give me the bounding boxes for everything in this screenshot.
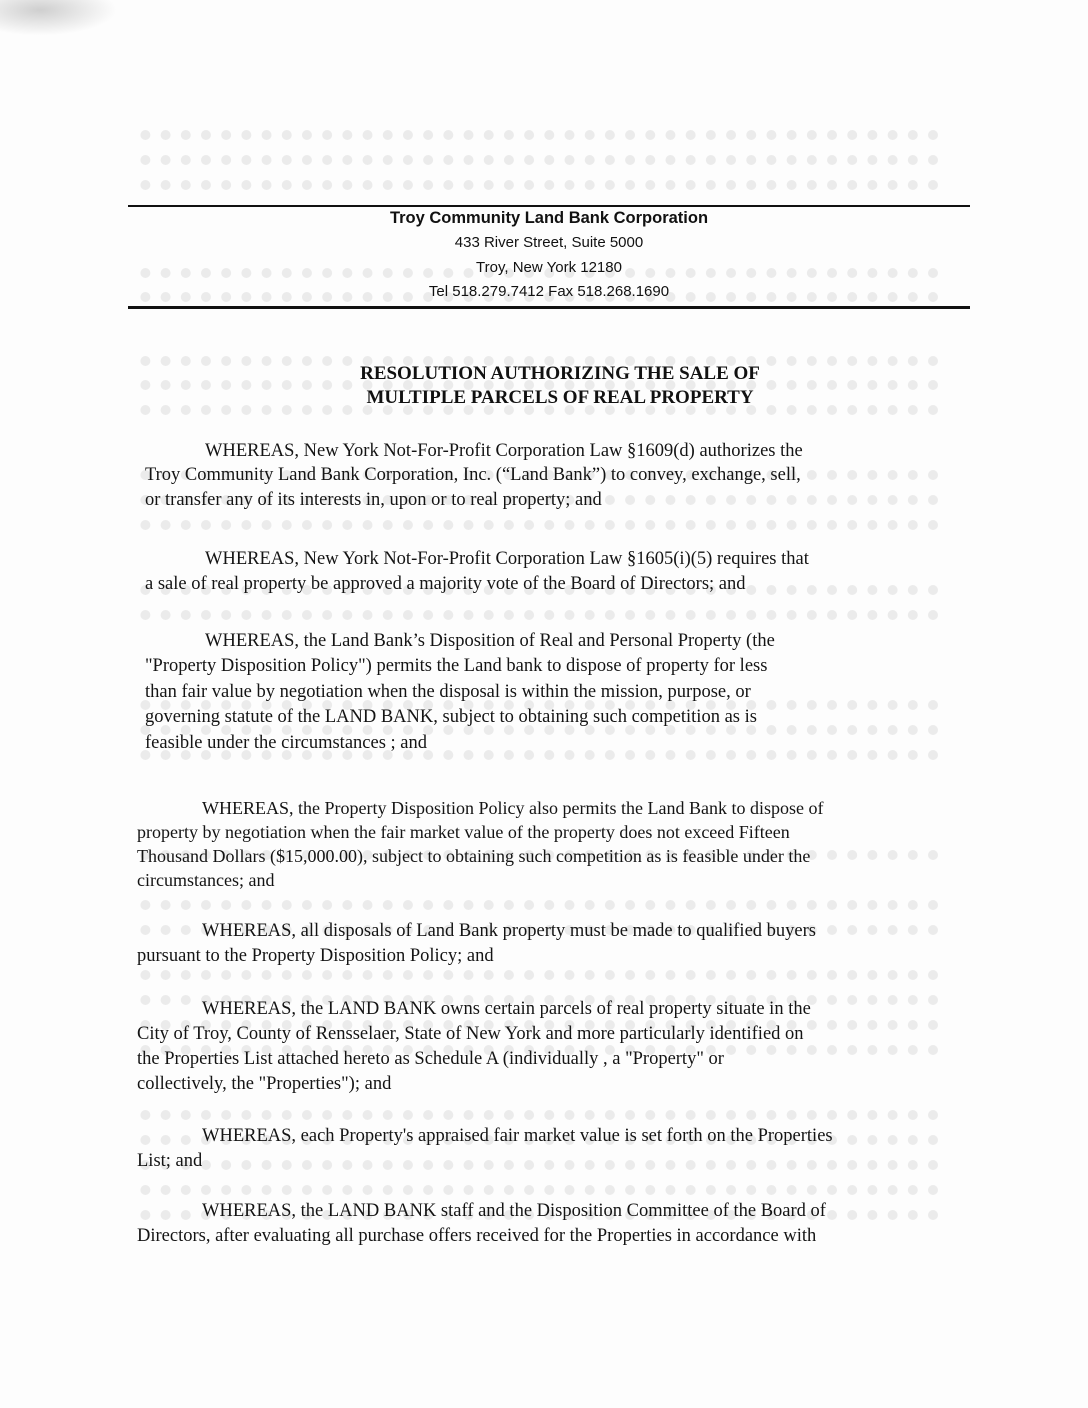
paragraph-line: List; and: [137, 1151, 203, 1171]
organization-name: Troy Community Land Bank Corporation: [389, 209, 709, 227]
paragraph-line: WHEREAS, New York Not-For-Profit Corporation Law §1605(i)(5) requires that: [205, 549, 809, 569]
paragraph-line: Thousand Dollars ($15,000.00), subject to obtaining such competition as is feasible under the: [137, 846, 811, 866]
paragraph-line: "Property Disposition Policy") permits the Land bank to dispose of property for less: [145, 656, 768, 676]
paragraph-line: collectively, the "Properties"); and: [137, 1074, 392, 1094]
paragraph-line: than fair value by negotiation when the disposal is within the mission, purpose, or: [145, 682, 751, 702]
paragraph-line: governing statute of the LAND BANK, subject to obtaining such competition as is: [145, 707, 757, 727]
paragraph-line: WHEREAS, the LAND BANK staff and the Disposition Committee of the Board of: [202, 1201, 826, 1221]
paragraph-line: WHEREAS, the Land Bank’s Disposition of Real and Personal Property (the: [205, 631, 775, 651]
paragraph-line: Troy Community Land Bank Corporation, Inc. (“Land Bank”) to convey, exchange, sell,: [145, 465, 801, 485]
paragraph-line: circumstances; and: [137, 870, 275, 890]
title-line-2: MULTIPLE PARCELS OF REAL PROPERTY: [366, 387, 754, 408]
document-title: [200, 362, 920, 410]
title-line-1: RESOLUTION AUTHORIZING THE SALE OF: [360, 363, 760, 384]
street-address: 433 River Street, Suite 5000: [454, 234, 644, 251]
paragraph-line: Directors, after evaluating all purchase offers received for the Properties in accordance with: [137, 1226, 817, 1246]
paragraph-line: or transfer any of its interests in, upon or to real property; and: [145, 490, 602, 510]
phone-fax: Tel 518.279.7412 Fax 518.268.1690: [428, 283, 670, 300]
paragraph-line: WHEREAS, each Property's appraised fair market value is set forth on the Properties: [202, 1126, 833, 1146]
scan-smudge: [0, 0, 130, 40]
paragraph-line: WHEREAS, New York Not-For-Profit Corporation Law §1609(d) authorizes the: [205, 441, 803, 461]
paragraph-line: WHEREAS, the LAND BANK owns certain parcels of real property situate in the: [202, 999, 811, 1019]
letterhead: [128, 207, 970, 307]
paragraph-line: property by negotiation when the fair market value of the property does not exceed Fifteen: [137, 822, 790, 842]
paragraph-line: WHEREAS, all disposals of Land Bank property must be made to qualified buyers: [202, 921, 816, 941]
paragraph-line: pursuant to the Property Disposition Policy; and: [137, 946, 494, 966]
paragraph-line: City of Troy, County of Rensselaer, State of New York and more particularly identified on: [137, 1024, 804, 1044]
paragraph-line: a sale of real property be approved a majority vote of the Board of Directors; and: [145, 574, 746, 594]
paragraph-line: WHEREAS, the Property Disposition Policy also permits the Land Bank to dispose of: [202, 798, 824, 818]
city-address: Troy, New York 12180: [476, 259, 622, 276]
paragraph-line: feasible under the circumstances ; and: [145, 733, 428, 753]
letterhead-bottom-rule: [128, 306, 970, 309]
paragraph-line: the Properties List attached hereto as Schedule A (individually , a "Property" or: [137, 1049, 724, 1069]
